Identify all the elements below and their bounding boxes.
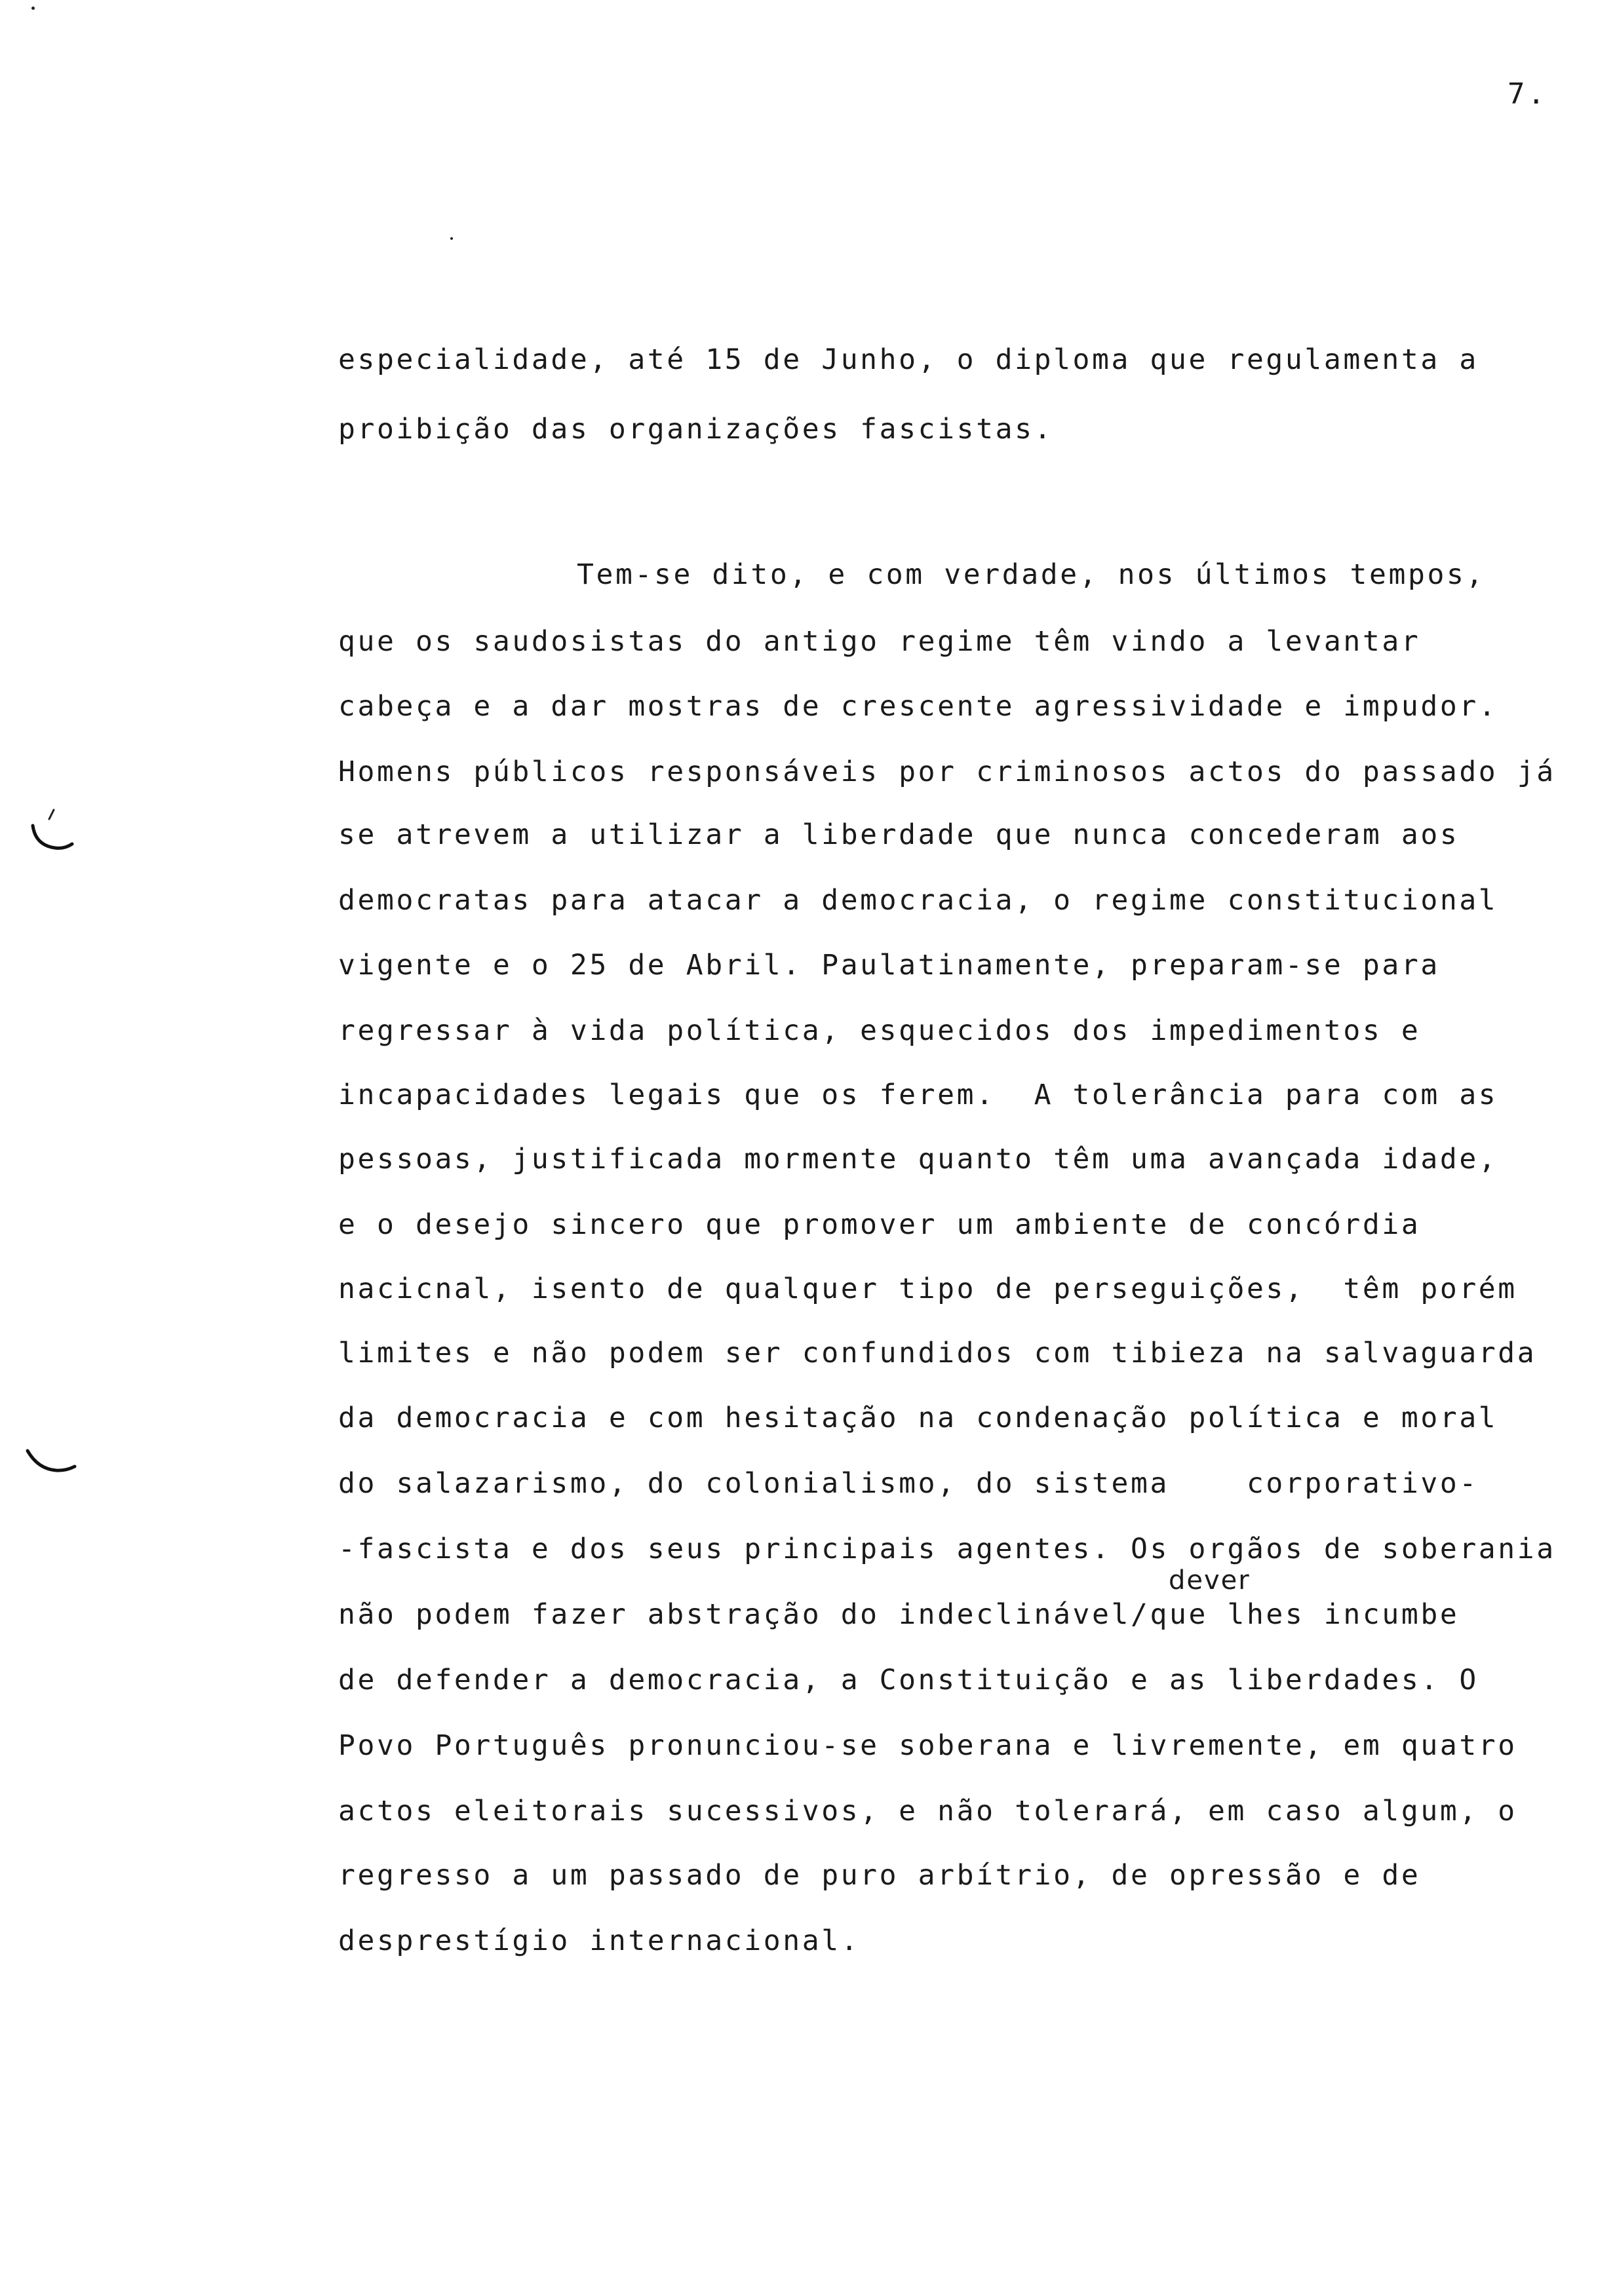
binding-hole-mark	[26, 806, 85, 858]
paragraph-2-line-16: -fascista e dos seus principais agentes. Os orgãos de soberania	[338, 1533, 1556, 1565]
paragraph-2-line-20: actos eleitorais sucessivos, e não tolerará, em caso algum, o	[338, 1795, 1517, 1827]
paragraph-2-line-3: cabeça e a dar mostras de crescente agressividade e impudor.	[338, 690, 1498, 723]
paragraph-2-line-11: e o desejo sincero que promover um ambiente de concórdia	[338, 1208, 1421, 1241]
binding-hole-mark	[20, 1442, 85, 1487]
paragraph-2-line-4: Homens públicos responsáveis por criminosos actos do passado já	[338, 756, 1556, 788]
paragraph-2-line-8: regressar à vida política, esquecidos dos impedimentos e	[338, 1014, 1421, 1047]
paragraph-2-line-21: regresso a um passado de puro arbítrio, de opressão e de	[338, 1859, 1421, 1892]
paragraph-2-line-1: Tem-se dito, e com verdade, nos últimos tempos,	[577, 558, 1485, 591]
paragraph-2-line-22: desprestígio internacional.	[338, 1924, 861, 1957]
page-number: 7.	[1508, 77, 1547, 111]
paragraph-2-line-13: limites e não podem ser confundidos com tibieza na salvaguarda	[338, 1337, 1537, 1369]
paragraph-2-line-15: do salazarismo, do colonialismo, do sistema corporativo-	[338, 1467, 1479, 1500]
paragraph-2-line-19: Povo Português pronunciou-se soberana e livremente, em quatro	[338, 1729, 1517, 1762]
handwritten-insertion: dever	[1169, 1565, 1251, 1596]
scan-speck	[31, 7, 35, 10]
paragraph-2-line-9: incapacidades legais que os ferem. A tolerância para com as	[338, 1079, 1498, 1111]
paragraph-2-line-5: se atrevem a utilizar a liberdade que nunca concederam aos	[338, 818, 1460, 851]
paragraph-1-line-2: proibição das organizações fascistas.	[338, 413, 1054, 446]
paragraph-2-line-2: que os saudosistas do antigo regime têm vindo a levantar	[338, 625, 1421, 658]
paragraph-2-line-10: pessoas, justificada mormente quanto têm uma avançada idade,	[338, 1143, 1498, 1176]
paragraph-2-line-12: nacicnal, isento de qualquer tipo de perseguições, têm porém	[338, 1272, 1517, 1305]
paragraph-2-line-18: de defender a democracia, a Constituição e as liberdades. O	[338, 1664, 1479, 1696]
paragraph-2-line-17: não podem fazer abstração do indeclinável/que lhes incumbe	[338, 1598, 1460, 1631]
scan-speck	[450, 237, 453, 240]
paragraph-1-line-1: especialidade, até 15 de Junho, o diploma que regulamenta a	[338, 343, 1479, 376]
paragraph-2-line-6: democratas para atacar a democracia, o regime constitucional	[338, 884, 1498, 917]
paragraph-2-line-14: da democracia e com hesitação na condenação política e moral	[338, 1402, 1498, 1434]
paragraph-2-line-7: vigente e o 25 de Abril. Paulatinamente, preparam-se para	[338, 949, 1440, 982]
